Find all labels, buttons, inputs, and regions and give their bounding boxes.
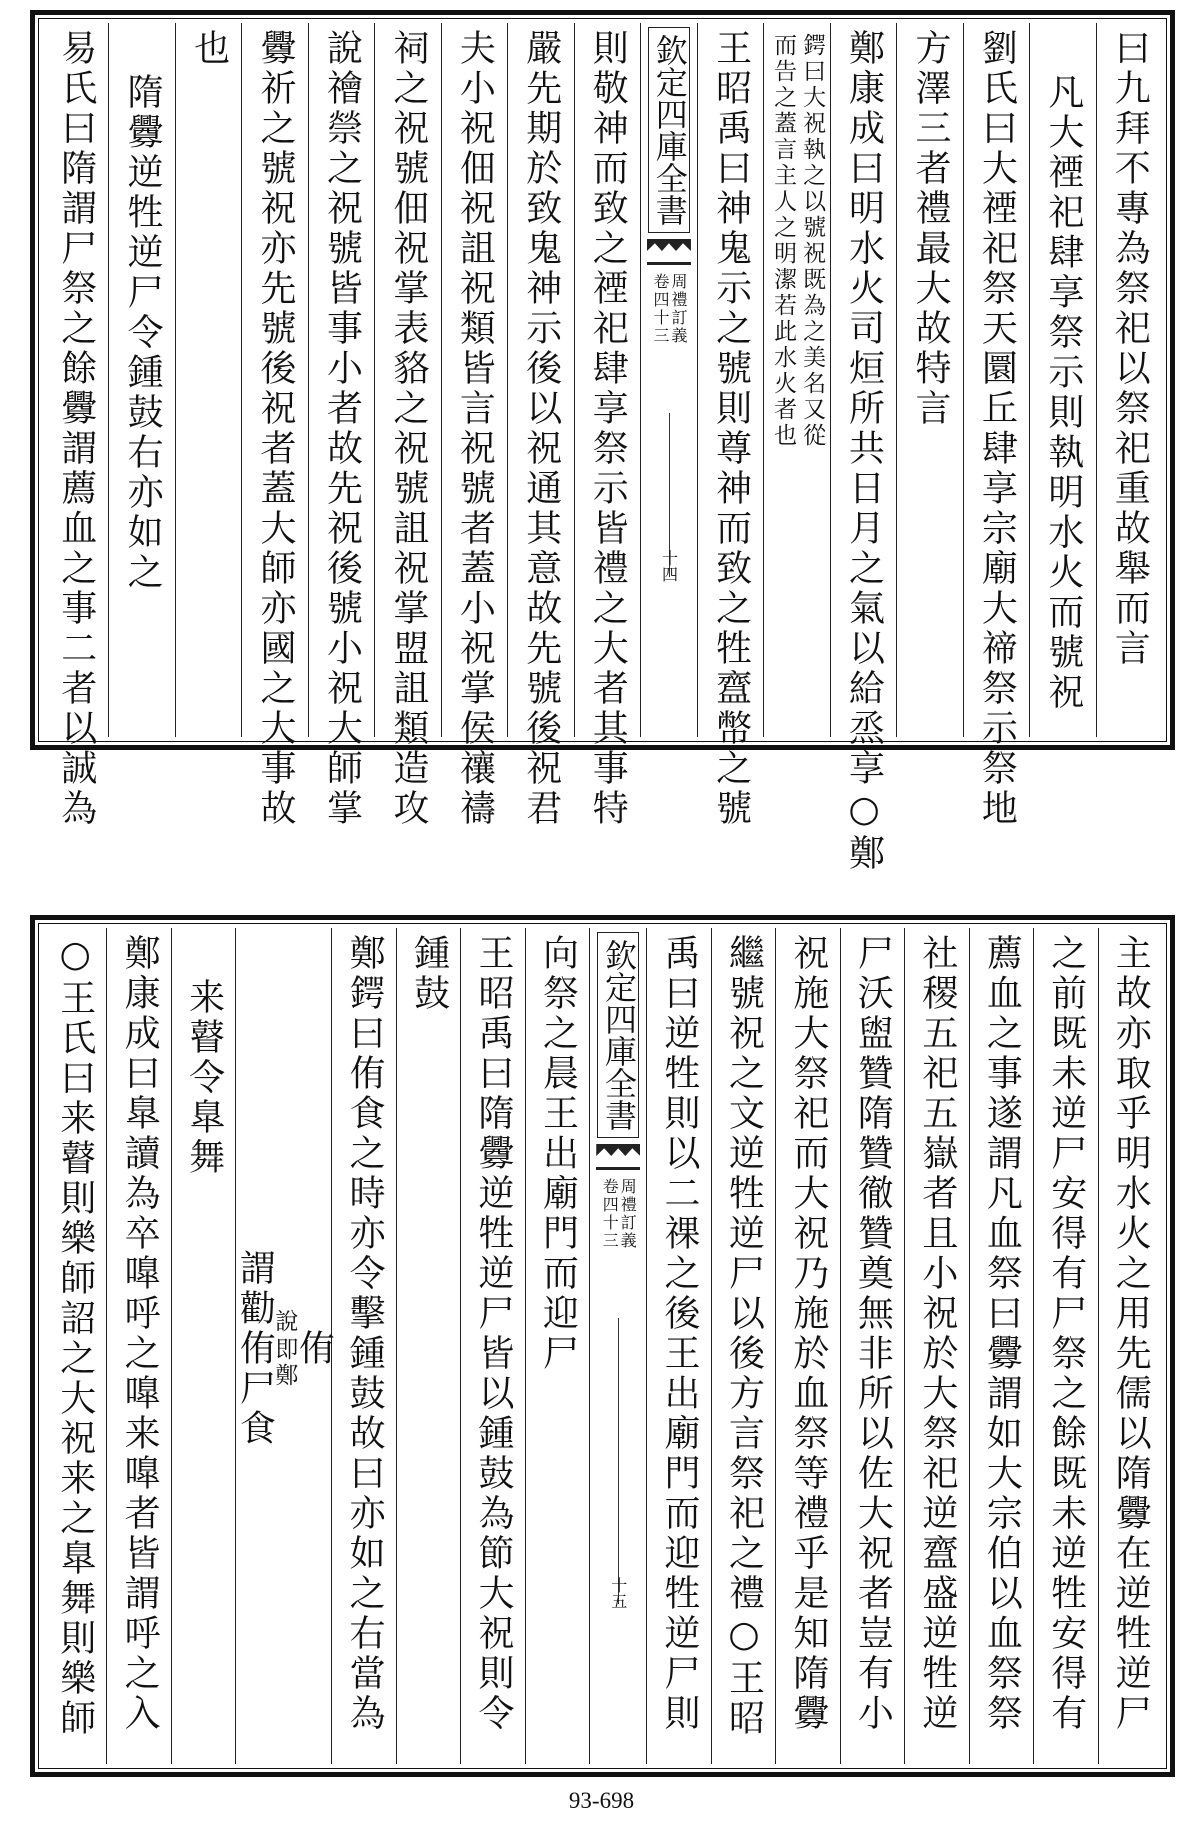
text-column (396, 928, 460, 1764)
column-text-tail: 謂勸侑尸食 (234, 1249, 276, 1449)
text-column (241, 23, 307, 829)
column-text: 說禬禜之祝號皆事小者故先祝後號小祝大師掌 (321, 29, 363, 829)
page-top (30, 10, 1175, 874)
footer-code: 93-698 (568, 1788, 635, 1813)
fish-tail-mark (596, 1144, 640, 1170)
column-text: 祝施大祭祀而大祝乃施於血祭等禮乎是知隋釁 (787, 934, 829, 1734)
column-text: 来瞽令臯舞 (183, 978, 225, 1178)
column-text: 之前既未逆尸安得有尸祭之餘既未逆牲安得有 (1045, 934, 1087, 1734)
inline-note-line: 即鄭 (271, 1337, 298, 1389)
column-text: 向祭之晨王出廟門而迎尸 (537, 934, 579, 1374)
text-column (460, 928, 524, 1764)
text-column (697, 23, 763, 829)
column-text: 祠之祝號佃祝掌表貉之祝號詛祝掌盟詛類造攻 (387, 29, 429, 829)
text-column (331, 928, 395, 1764)
text-column (840, 928, 904, 1764)
column-text: 社稷五祀五嶽者且小祝於大祭祀逆齍盛逆牲逆 (916, 934, 958, 1734)
chapter-label (652, 273, 686, 345)
chapter-label-line: 周禮訂義 (618, 1178, 638, 1250)
text-column (1033, 928, 1097, 1764)
text-column (106, 928, 170, 1764)
chapter-label (600, 1178, 638, 1250)
inline-note (271, 1309, 298, 1389)
text-column (711, 928, 775, 1764)
text-column (775, 928, 839, 1764)
text-column (904, 928, 968, 1764)
center-gutter (589, 928, 646, 1764)
text-column (441, 23, 507, 829)
column-text: 隋釁逆牲逆尸令鍾鼓右亦如之 (122, 73, 164, 593)
mixed-column (234, 928, 335, 1764)
text-column (374, 23, 440, 829)
column-text-head: 侑 (293, 1329, 335, 1369)
column-text: 方澤三者禮最大故特言 (909, 29, 951, 429)
text-column (507, 23, 573, 829)
text-column (171, 928, 235, 1764)
commentary-line: 鍔曰大祝執之以號祝既為之美名又從 (799, 33, 826, 449)
commentary-note (770, 23, 826, 737)
page-bottom-columns (43, 928, 1162, 1764)
column-text: 禹曰逆牲則以二祼之後王出廟門而迎牲逆尸則 (658, 934, 700, 1734)
center-gutter (640, 23, 697, 737)
text-column (574, 23, 640, 829)
gutter-line (618, 1318, 619, 1604)
text-column (175, 23, 241, 737)
text-column (1029, 23, 1095, 737)
column-text: 釁祈之號祝亦先號後祝者蓋大師亦國之大事故 (255, 29, 297, 829)
column-text: 主故亦取乎明水火之用先儒以隋釁在逆牲逆尸 (1110, 934, 1152, 1734)
text-column (963, 23, 1029, 829)
column-text: 鍾鼓 (408, 934, 450, 1014)
column-text: 鄭鍔曰侑食之時亦令擊鍾鼓故曰亦如之右當為 (344, 934, 386, 1734)
page-number: 十五 (608, 1577, 628, 1609)
column-text: 嚴先期於致鬼神示後以祝通其意故先號後祝君 (520, 29, 562, 829)
text-column (1096, 23, 1162, 737)
page-number: 十四 (659, 550, 679, 582)
text-column (43, 928, 106, 1764)
text-column (830, 23, 896, 874)
commentary-line: 而告之蓋言主人之明潔若此水火者也 (770, 33, 797, 449)
book-title: 欽定四庫全書 (648, 27, 690, 233)
column-text: 薦血之事遂謂凡血祭曰釁謂如大宗伯以血祭祭 (981, 934, 1023, 1734)
column-text: 劉氏曰大禋祀祭天圜丘肆享宗廟大禘祭示祭地 (976, 29, 1018, 829)
text-column (43, 23, 108, 829)
page-top-columns (43, 23, 1162, 874)
page-bottom (30, 915, 1175, 1777)
chapter-label-line: 卷四十三 (600, 1178, 620, 1250)
column-text: 曰九拜不專為祭祀以祭祀重故舉而言 (1109, 29, 1151, 669)
text-column (646, 928, 710, 1764)
fish-tail-mark (647, 239, 691, 265)
column-text: ○王氏曰来瞽則樂師詔之大祝来之臯舞則樂師 (54, 934, 96, 1739)
text-column (969, 928, 1033, 1764)
inline-note-line: 說 (271, 1309, 298, 1335)
column-text: 則敬神而致之禋祀肆享祭示皆禮之大者其事特 (587, 29, 629, 829)
column-text: 繼號祝之文逆牲逆尸以後方言祭祀之禮○王昭 (723, 934, 765, 1739)
text-column (525, 928, 589, 1764)
text-column (234, 928, 335, 1764)
column-text: 凡大禋祀肆享祭示則執明水火而號祝 (1042, 73, 1084, 713)
column-text: 王昭禹曰神鬼示之號則尊神而致之牲齍幣之號 (710, 29, 752, 829)
text-column (896, 23, 962, 737)
column-text: 夫小祝佃祝詛祝類皆言祝號者蓋小祝掌侯禳禱 (454, 29, 496, 829)
chapter-label-line: 周禮訂義 (668, 273, 688, 345)
text-column (763, 23, 829, 737)
text-column (308, 23, 374, 829)
column-text: 王昭禹曰隋釁逆牲逆尸皆以鍾鼓為節大祝則令 (473, 934, 515, 1734)
column-text: 也 (188, 29, 230, 69)
column-text: 鄭康成曰臯讀為卒嘷呼之嘷来嘷者皆謂呼之入 (119, 934, 161, 1734)
chapter-label-line: 卷四十三 (650, 273, 670, 345)
text-column (1098, 928, 1162, 1764)
book-title: 欽定四庫全書 (597, 932, 639, 1138)
column-text: 尸沃盥贊隋贊徹贊奠無非所以佐大祝者豈有小 (852, 934, 894, 1734)
column-text: 易氏曰隋謂尸祭之餘釁謂薦血之事二者以誠為 (55, 29, 97, 829)
column-text: 鄭康成曰明水火司烜所共日月之氣以給烝享○鄭 (843, 29, 885, 874)
text-column (108, 23, 174, 737)
